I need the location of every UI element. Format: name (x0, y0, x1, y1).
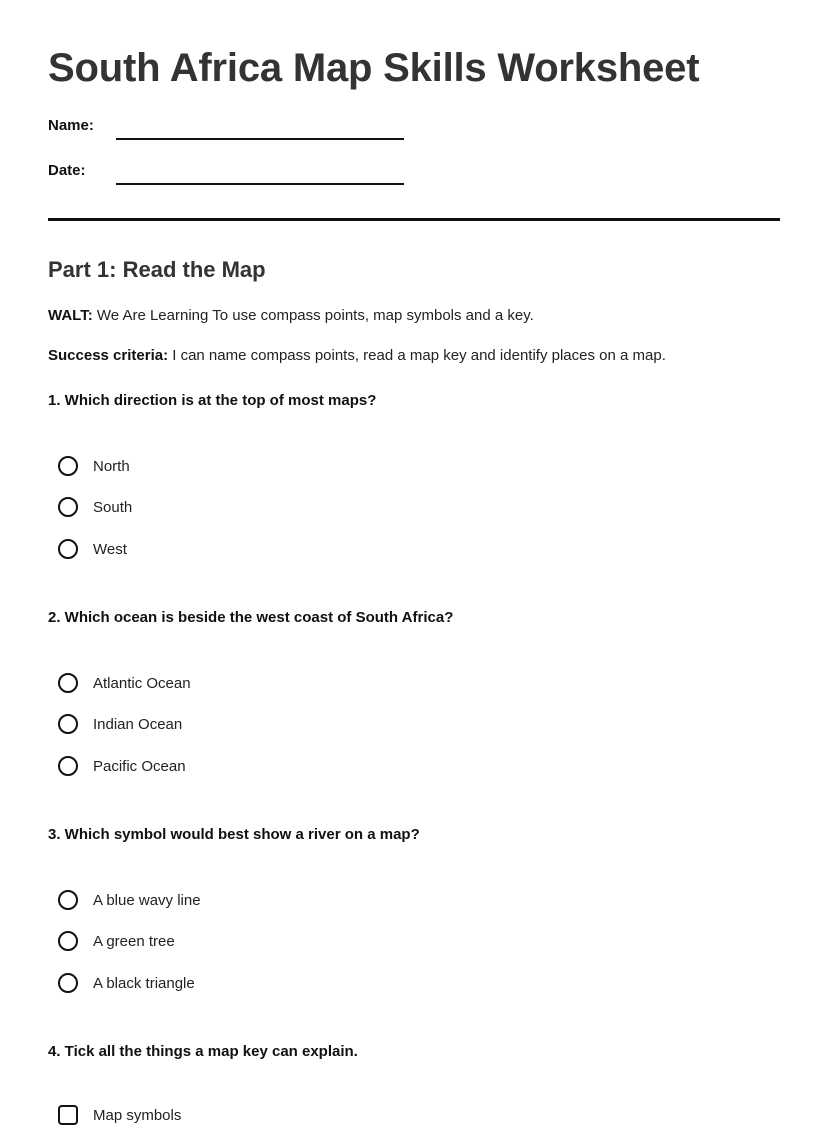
radio-button[interactable] (58, 714, 78, 734)
success-label: Success criteria: (48, 347, 169, 364)
option-label: North (93, 457, 130, 475)
option-label: Pacific Ocean (93, 757, 186, 775)
success-criteria (48, 347, 666, 364)
q2-option-indian[interactable] (58, 712, 182, 736)
q2-option-atlantic[interactable] (58, 671, 191, 695)
option-label: A black triangle (93, 974, 195, 992)
walt-text: We Are Learning To use compass points, map symbols and a key. (96, 307, 534, 324)
date-field[interactable] (116, 183, 404, 185)
option-label: A green tree (93, 932, 175, 950)
radio-button[interactable] (58, 673, 78, 693)
checkbox[interactable] (58, 1105, 78, 1125)
walt-label: WALT: (48, 307, 93, 324)
question-1: 1. Which direction is at the top of most maps? (48, 392, 377, 409)
walt-statement (48, 307, 534, 324)
option-label: Indian Ocean (93, 715, 183, 733)
q3-option-black-triangle[interactable] (58, 971, 195, 995)
q1-option-west[interactable] (58, 537, 127, 561)
radio-button[interactable] (58, 756, 78, 776)
radio-button[interactable] (58, 931, 78, 951)
q3-option-green-tree[interactable] (58, 929, 175, 953)
radio-button[interactable] (58, 456, 78, 476)
radio-button[interactable] (58, 539, 78, 559)
date-label: Date: (48, 162, 86, 179)
worksheet-title: South Africa Map Skills Worksheet (48, 46, 700, 90)
success-text: I can name compass points, read a map key and identify places on a map. (172, 347, 666, 364)
name-field[interactable] (116, 138, 404, 140)
q2-option-pacific[interactable] (58, 754, 186, 778)
q1-option-north[interactable] (58, 454, 130, 478)
option-label: West (93, 540, 127, 558)
radio-button[interactable] (58, 497, 78, 517)
name-label: Name: (48, 117, 94, 134)
question-2: 2. Which ocean is beside the west coast of South Africa? (48, 609, 454, 626)
q4-option-map-symbols[interactable] (58, 1103, 181, 1127)
question-3: 3. Which symbol would best show a river on a map? (48, 826, 420, 843)
option-label: South (93, 498, 133, 516)
part1-heading: Part 1: Read the Map (48, 257, 266, 282)
q3-option-blue-wavy-line[interactable] (58, 888, 201, 912)
radio-button[interactable] (58, 890, 78, 910)
header-divider (48, 218, 780, 221)
option-label: A blue wavy line (93, 891, 201, 909)
option-label: Map symbols (93, 1106, 182, 1124)
question-4: 4. Tick all the things a map key can explain. (48, 1043, 358, 1060)
q1-option-south[interactable] (58, 495, 132, 519)
option-label: Atlantic Ocean (93, 674, 191, 692)
radio-button[interactable] (58, 973, 78, 993)
